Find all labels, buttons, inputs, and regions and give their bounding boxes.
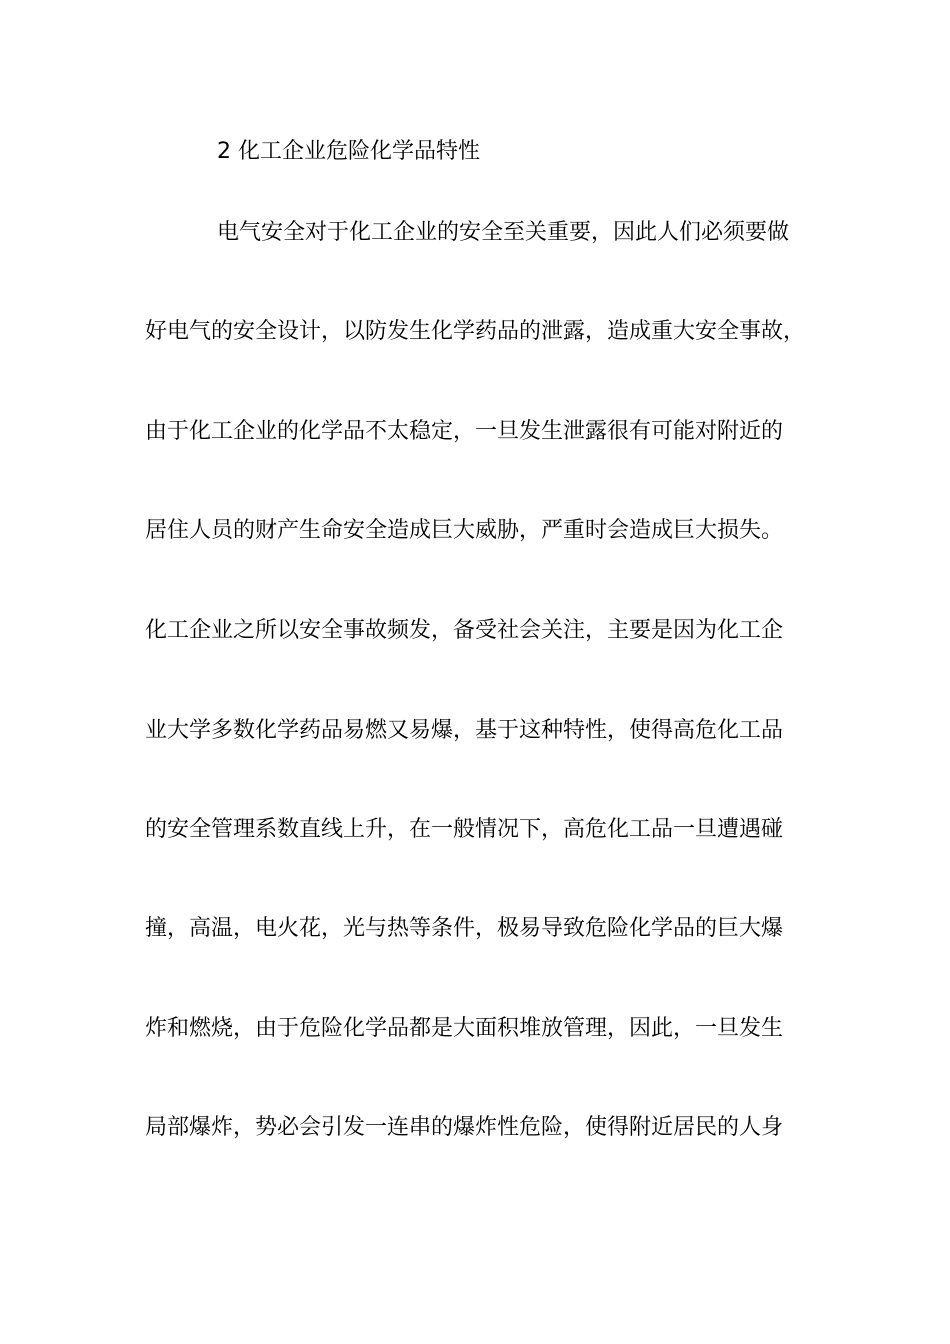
paragraph-line-2: 好电气的安全设计，以防发生化学药品的泄露，造成重大安全事故， <box>145 319 806 344</box>
section-heading: 2 化工企业危险化学品特性 <box>217 139 480 164</box>
paragraph-line-3: 由于化工企业的化学品不太稳定，一旦发生泄露很有可能对附近的 <box>145 419 784 444</box>
paragraph-line-7: 的安全管理系数直线上升，在一般情况下，高危化工品一旦遭遇碰 <box>145 817 784 842</box>
paragraph-line-1: 电气安全对于化工企业的安全至关重要，因此人们必须要做 <box>217 220 790 245</box>
paragraph-line-9: 炸和燃烧，由于危险化学品都是大面积堆放管理，因此，一旦发生 <box>145 1016 784 1041</box>
paragraph-line-5: 化工企业之所以安全事故频发，备受社会关注，主要是因为化工企 <box>145 618 784 643</box>
paragraph-line-6: 业大学多数化学药品易燃又易爆，基于这种特性，使得高危化工品 <box>145 718 784 743</box>
paragraph-line-8: 撞，高温，电火花，光与热等条件，极易导致危险化学品的巨大爆 <box>145 916 784 941</box>
paragraph-line-4: 居住人员的财产生命安全造成巨大威胁，严重时会造成巨大损失。 <box>145 518 784 543</box>
paragraph-line-10: 局部爆炸，势必会引发一连串的爆炸性危险，使得附近居民的人身 <box>145 1115 784 1140</box>
